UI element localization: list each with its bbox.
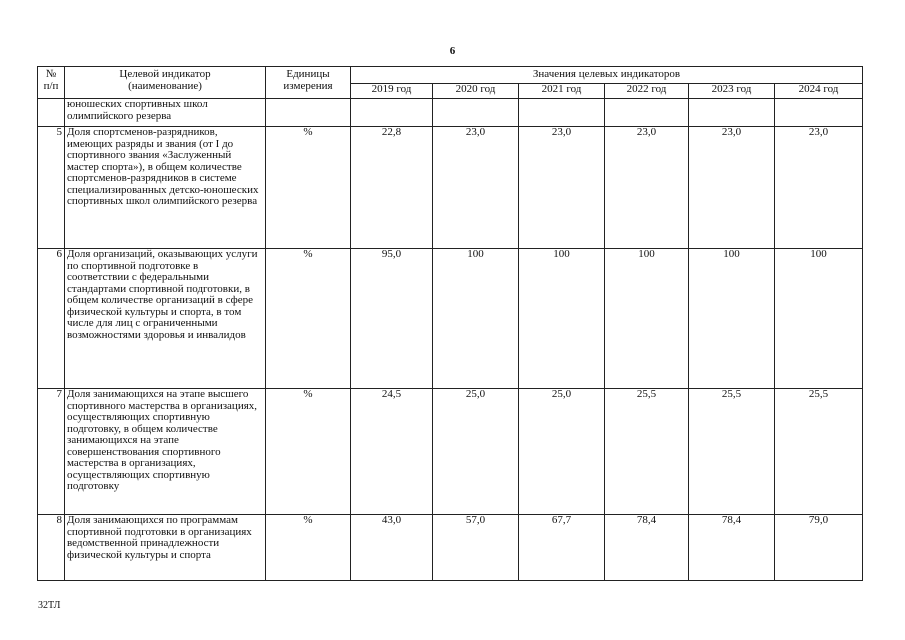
value-cell: 24,5 [351, 389, 433, 515]
header-units: Единицы измерения [266, 67, 351, 99]
table-row [38, 127, 863, 249]
value-cell: 78,4 [605, 515, 689, 581]
page-number: 6 [449, 45, 456, 57]
value-cell: 43,0 [351, 515, 433, 581]
row-number: 5 [38, 127, 65, 249]
continuation-text: юношеских спортивных школ олимпийского резерва [65, 99, 266, 127]
unit-cell: % [266, 127, 351, 249]
value-cell: 100 [519, 249, 605, 389]
header-year: 2023 год [689, 84, 775, 99]
value-cell: 78,4 [689, 515, 775, 581]
value-cell: 23,0 [519, 127, 605, 249]
value-cell: 23,0 [775, 127, 863, 249]
continuation-row [38, 99, 863, 127]
footer-code: 32ТЛ [38, 600, 61, 611]
value-cell: 100 [775, 249, 863, 389]
header-values-group: Значения целевых индикаторов [351, 67, 863, 84]
value-cell: 23,0 [433, 127, 519, 249]
target-indicators-table [37, 66, 863, 581]
header-year: 2021 год [519, 84, 605, 99]
row-number: 7 [38, 389, 65, 515]
table-row [38, 389, 863, 515]
value-cell: 67,7 [519, 515, 605, 581]
row-number: 6 [38, 249, 65, 389]
row-number: 8 [38, 515, 65, 581]
unit-cell: % [266, 249, 351, 389]
value-cell: 25,0 [519, 389, 605, 515]
value-cell: 23,0 [689, 127, 775, 249]
value-cell: 95,0 [351, 249, 433, 389]
value-cell: 79,0 [775, 515, 863, 581]
indicator-name: Доля занимающихся по программам спортивной подготовки в организациях ведомственной принадлежности физической культуры и спорта [65, 515, 266, 581]
value-cell: 57,0 [433, 515, 519, 581]
indicator-name: Доля занимающихся на этапе высшего спортивного мастерства в организациях, осуществляющих спортивную подготовку, в общем количестве занимающихся на этапе совершенствования спортивного мастерства в организациях, осуществляющих спортивную подготовку [65, 389, 266, 515]
table-row [38, 515, 863, 581]
header-year: 2024 год [775, 84, 863, 99]
value-cell: 25,5 [605, 389, 689, 515]
indicator-name: Доля организаций, оказывающих услуги по спортивной подготовке в соответствии с федеральными стандартами спортивной подготовки, в общем количестве организаций в сфере физической культуры и спорта, в том числе для лиц с ограниченными возможностями здоровья и инвалидов [65, 249, 266, 389]
indicator-name: Доля спортсменов-разрядников, имеющих разряды и звания (от I до спортивного звания «Заслуженный мастер спорта»), в общем количестве спортсменов-разрядников в системе специализированных детско-юношеских спортивных школ олимпийского резерва [65, 127, 266, 249]
unit-cell: % [266, 515, 351, 581]
header-year: 2022 год [605, 84, 689, 99]
value-cell: 100 [605, 249, 689, 389]
table-row [38, 249, 863, 389]
header-indicator: Целевой индикатор (наименование) [65, 67, 266, 99]
value-cell: 23,0 [605, 127, 689, 249]
value-cell: 25,5 [689, 389, 775, 515]
header-row-1 [38, 67, 863, 84]
header-year: 2019 год [351, 84, 433, 99]
unit-cell: % [266, 389, 351, 515]
value-cell: 25,0 [433, 389, 519, 515]
value-cell: 22,8 [351, 127, 433, 249]
header-year: 2020 год [433, 84, 519, 99]
value-cell: 25,5 [775, 389, 863, 515]
value-cell: 100 [433, 249, 519, 389]
value-cell: 100 [689, 249, 775, 389]
header-num: № п/п [38, 67, 65, 99]
